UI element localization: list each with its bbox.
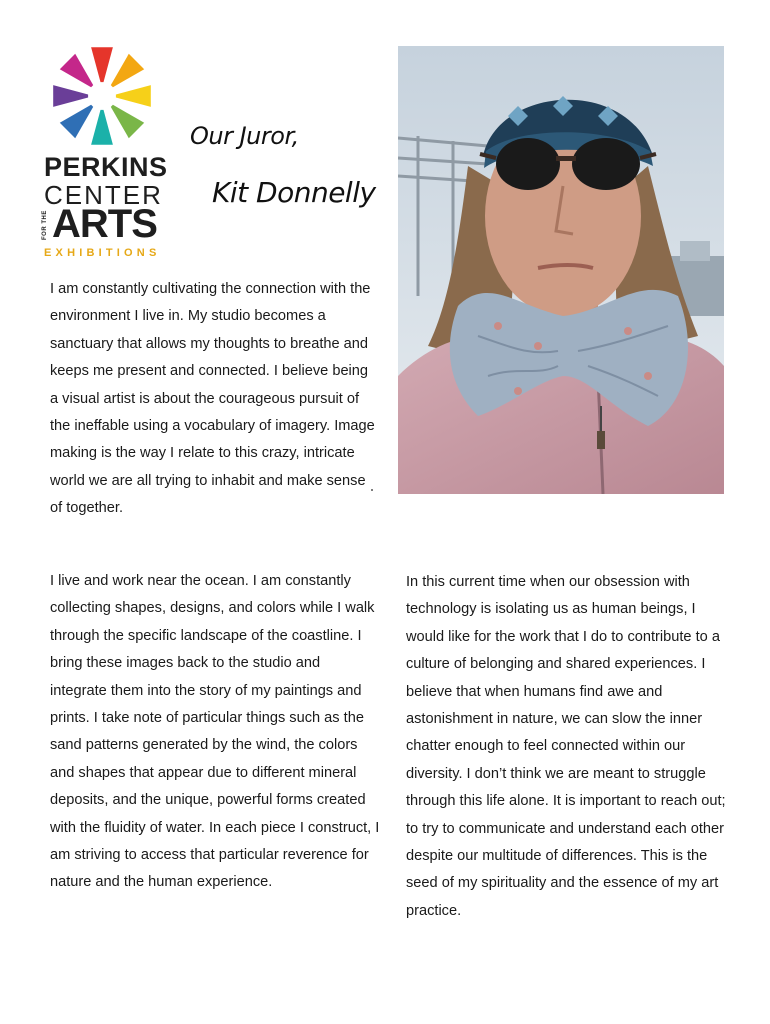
logo-exhibitions-text: EXHIBITIONS [44, 247, 161, 259]
sunburst-logo-icon [50, 44, 154, 148]
logo-arts-text: ARTS [52, 202, 157, 246]
logo-petal [111, 54, 144, 87]
intro-paragraph: I am constantly cultivating the connection with the environment I live in. My studio becomes a sanctuary that allows my thoughts to breathe and keeps me present and connected. I believe being a visual artist is about the courageous pursuit of the ineffable using a vocabulary of imagery. Image making is the way I relate to this crazy, intricate world we are all trying to inhabit and make sense of together. [50, 281, 375, 517]
portrait-illustration [398, 46, 724, 494]
juror-heading: Our Juror, [190, 122, 299, 150]
right-column-paragraph: In this current time when our obsession with technology is isolating us as human beings, I would like for the work that I do to contribute to a culture of belonging and shared experiences. I believe that when humans find awe and astonishment in nature, we can slow the inner chatter enough to feel connected within our diversity. I don’t think we are meant to struggle through this life alone. It is important to reach out; to try to communicate and understand each other despite our multitude of differences. This is the seed of my spirituality and the essence of my art practice. [406, 574, 726, 919]
logo-petal [60, 105, 93, 138]
logo-petal [53, 85, 88, 107]
left-column-paragraph: I live and work near the ocean. I am constantly collecting shapes, designs, and colors while I walk through the specific landscape of the coastline. I bring these images back to the studio and integrate them into the story of my paintings and prints. I take note of particular things such as the sand patterns generated by the wind, the colors and shapes that appear due to different mineral deposits, and the unique, powerful forms created with the fluidity of water. In each piece I construct, I am striving to access that particular reverence for nature and the human experience. [50, 573, 380, 891]
logo-petal [111, 105, 144, 138]
stray-dot [371, 489, 373, 491]
logo-for-the-text: FOR THE [42, 210, 48, 240]
logo-petal [91, 110, 113, 145]
logo-petal [91, 47, 113, 82]
juror-name: Kit Donnelly [212, 176, 376, 209]
logo-petal [116, 85, 151, 107]
perkins-center-logo [42, 44, 166, 260]
juror-portrait-photo [398, 46, 724, 494]
logo-center-text: CENTER [44, 180, 163, 210]
logo-petal [60, 54, 93, 87]
logo-perkins-text: PERKINS [44, 152, 168, 182]
